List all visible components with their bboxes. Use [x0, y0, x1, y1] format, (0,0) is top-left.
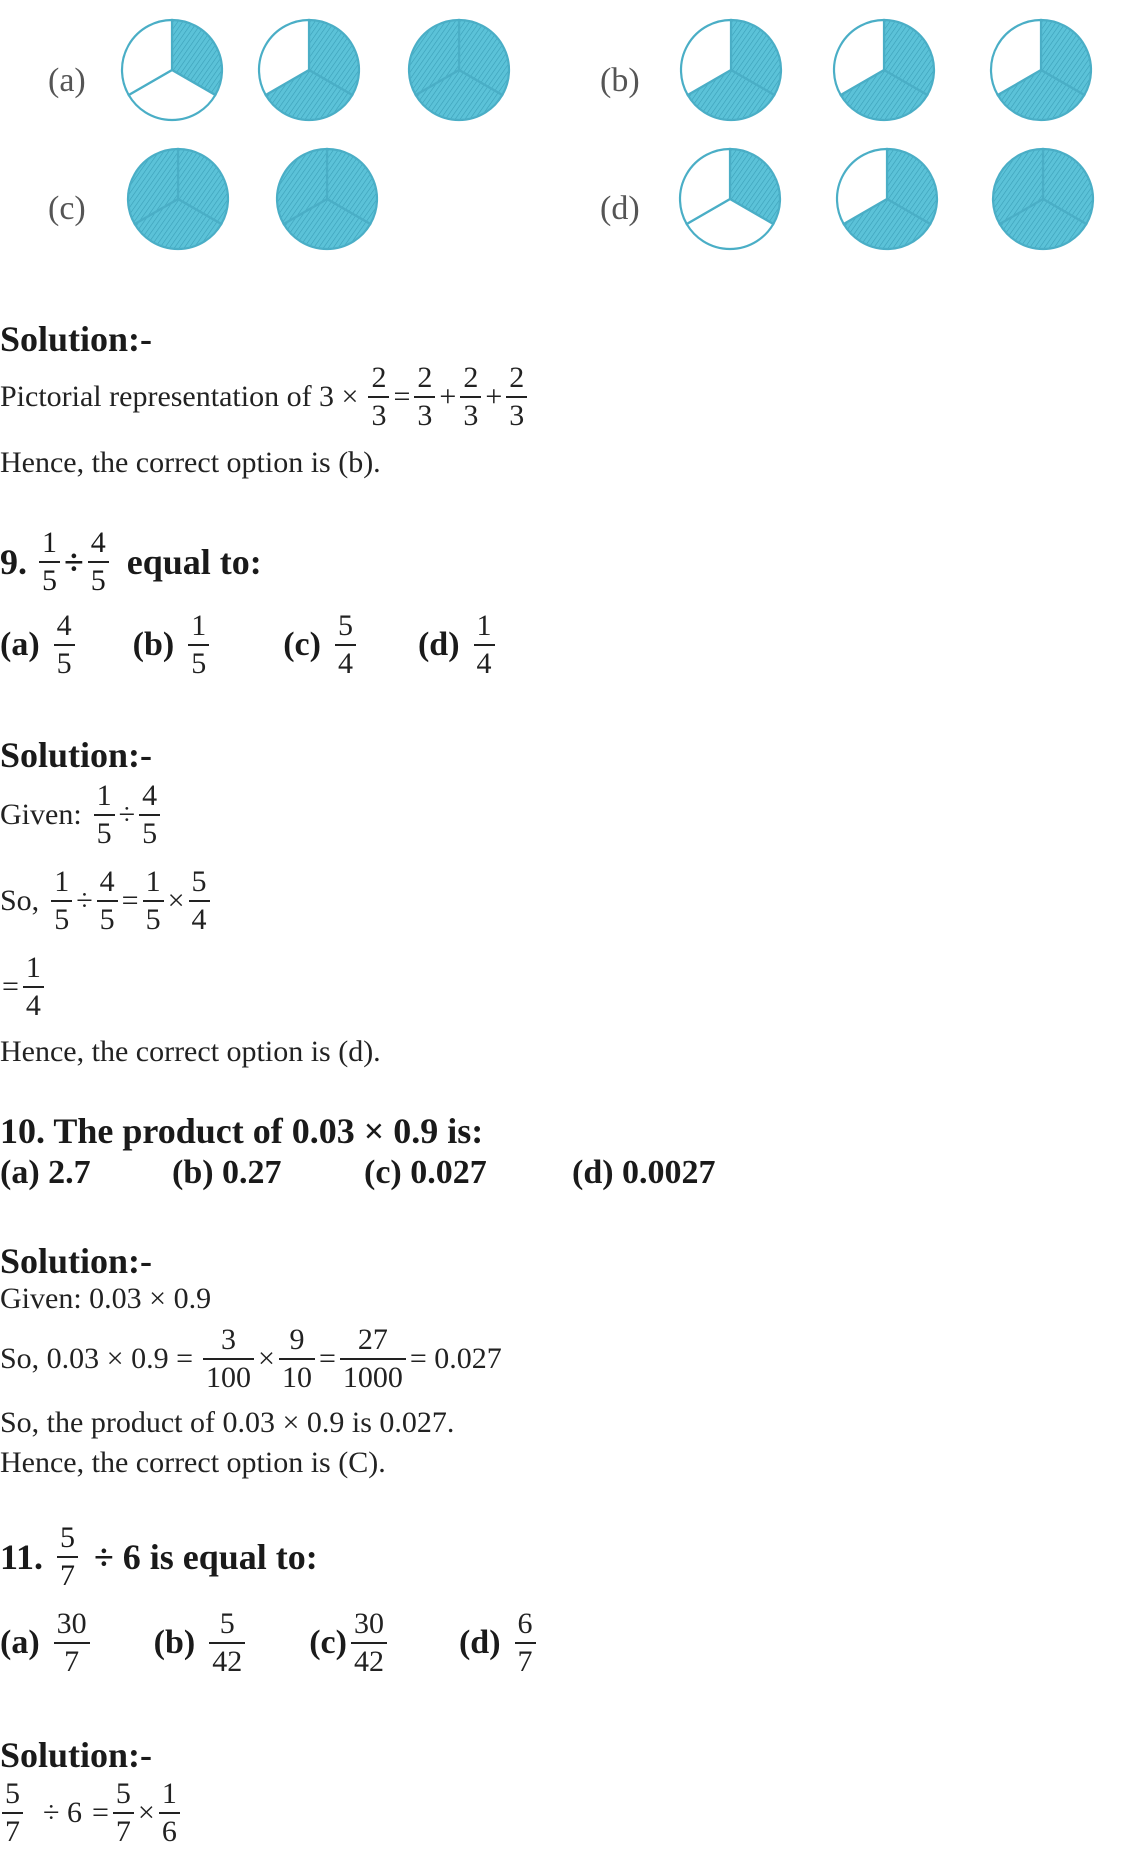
q9-given-frac-2 — [139, 780, 160, 849]
q9-result-frac — [23, 952, 44, 1021]
q10-frac-1-num: 3 — [203, 1324, 254, 1360]
circle-b-2 — [830, 16, 938, 124]
q9-so-label: So, — [0, 883, 40, 917]
q9-option-d-den: 4 — [476, 646, 492, 680]
q8-frac-1-num: 2 — [368, 362, 389, 398]
q10-frac-3-den: 1000 — [342, 1360, 403, 1394]
circle-b-1 — [677, 16, 785, 124]
q11-s-div6: ÷ 6 — [43, 1795, 82, 1829]
q10-frac-1-den: 100 — [206, 1360, 252, 1394]
q11-q-frac-num: 5 — [57, 1522, 78, 1558]
q9-so-frac-1 — [51, 866, 72, 935]
circle-a-2 — [255, 16, 363, 124]
figure-label-a: (a) — [48, 62, 86, 99]
q9-given-frac-1-num: 1 — [94, 780, 115, 816]
figure-label-c: (c) — [48, 190, 86, 227]
q9-result-eq: = — [2, 969, 19, 1003]
q11-s-frac-2-num: 5 — [113, 1778, 134, 1814]
q10-product-line: So, the product of 0.03 × 0.9 is 0.027. — [0, 1406, 455, 1439]
circle-b-3 — [987, 16, 1095, 124]
q10-given: Given: 0.03 × 0.9 — [0, 1282, 212, 1315]
q9-option-a-frac — [54, 610, 75, 679]
q11-option-d-frac — [515, 1608, 536, 1677]
q9-option-c-den: 4 — [337, 646, 353, 680]
q9-option-a-num: 4 — [54, 610, 75, 646]
q8-frac-4-den: 3 — [509, 398, 525, 432]
q9-given-frac-1 — [94, 780, 115, 849]
circle-a-3 — [405, 16, 513, 124]
q9-so-frac-4 — [189, 866, 210, 935]
q11-s-frac-2-den: 7 — [115, 1814, 131, 1848]
q10-option-b: (b) 0.27 — [172, 1154, 282, 1191]
q9-option-b-num: 1 — [188, 610, 209, 646]
q8-frac-1 — [368, 362, 389, 431]
q10-option-a: (a) 2.7 — [0, 1154, 91, 1191]
q9-q-frac-1 — [39, 527, 60, 596]
q9-q-frac-2-den: 5 — [90, 563, 106, 597]
q11-s-eq: = — [91, 1795, 109, 1829]
q11-question — [0, 1522, 318, 1591]
q10-question: 10. The product of 0.03 × 0.9 is: — [0, 1111, 484, 1151]
q8-solution-line1 — [0, 362, 529, 431]
q9-option-a-den: 5 — [56, 646, 72, 680]
q8-frac-3 — [460, 362, 481, 431]
figure-label-b: (b) — [600, 62, 640, 99]
q11-option-c-label: (c) — [309, 1623, 347, 1661]
q11-s-frac-3-num: 1 — [159, 1778, 180, 1814]
q9-so-frac-4-den: 4 — [191, 902, 207, 936]
q9-option-b-label: (b) — [132, 625, 175, 663]
q9-so-line — [0, 866, 212, 935]
q11-option-a-label: (a) — [0, 1623, 40, 1661]
circle-d-3 — [989, 145, 1097, 253]
q9-q-div: ÷ — [64, 541, 84, 582]
q11-option-d-den: 7 — [517, 1644, 533, 1678]
q9-option-a-label: (a) — [0, 625, 40, 663]
q9-result-den: 4 — [25, 988, 41, 1022]
q11-option-a-frac — [54, 1608, 90, 1677]
q9-so-div: ÷ — [76, 883, 93, 917]
circle-c-2 — [273, 145, 381, 253]
q9-so-frac-1-num: 1 — [51, 866, 72, 902]
q9-given-frac-2-num: 4 — [139, 780, 160, 816]
q10-frac-3 — [340, 1324, 406, 1393]
q9-so-frac-3-den: 5 — [145, 902, 161, 936]
q11-s-frac-3 — [159, 1778, 180, 1847]
q10-option-c: (c) 0.027 — [364, 1154, 487, 1191]
q8-frac-4 — [506, 362, 527, 431]
q11-option-b-num: 5 — [209, 1608, 245, 1644]
q11-s-frac-3-den: 6 — [161, 1814, 177, 1848]
q11-option-b-label: (b) — [153, 1623, 196, 1661]
q8-frac-2-num: 2 — [414, 362, 435, 398]
q9-so-frac-2-den: 5 — [99, 902, 115, 936]
figure-label-d: (d) — [600, 190, 640, 227]
q11-s-frac-1-num: 5 — [2, 1778, 23, 1814]
q8-solution-heading: Solution:- — [0, 319, 153, 359]
q9-so-frac-2 — [97, 866, 118, 935]
q11-option-d-label: (d) — [458, 1623, 501, 1661]
q11-q-frac-den: 7 — [60, 1558, 76, 1592]
q11-s-frac-1 — [2, 1778, 23, 1847]
q9-q-frac-1-num: 1 — [39, 527, 60, 563]
q11-solution-line — [0, 1778, 182, 1847]
q9-so-frac-2-num: 4 — [97, 866, 118, 902]
q9-option-d-label: (d) — [417, 625, 460, 663]
q11-s-frac-2 — [113, 1778, 134, 1847]
q11-options — [0, 1608, 538, 1677]
q8-plus-2: + — [485, 379, 503, 413]
q9-conclusion: Hence, the correct option is (d). — [0, 1035, 381, 1068]
q11-s-frac-1-den: 7 — [5, 1814, 20, 1848]
q11-solution-heading: Solution:- — [0, 1735, 153, 1775]
q9-given-frac-1-den: 5 — [96, 816, 112, 850]
circle-c-1 — [124, 145, 232, 253]
circle-d-1 — [676, 145, 784, 253]
q8-conclusion: Hence, the correct option is (b). — [0, 446, 381, 479]
q9-option-c-frac — [335, 610, 356, 679]
q9-solution-heading: Solution:- — [0, 735, 153, 775]
q9-option-b-frac — [188, 610, 209, 679]
q10-conclusion: Hence, the correct option is (C). — [0, 1446, 386, 1479]
q9-result-num: 1 — [23, 952, 44, 988]
q11-option-a-num: 30 — [54, 1608, 90, 1644]
q11-number: 11. — [0, 1536, 44, 1577]
q8-frac-2-den: 3 — [417, 398, 433, 432]
q11-option-c-num: 30 — [351, 1608, 387, 1644]
q10-so-line — [0, 1324, 504, 1393]
q10-times: × — [258, 1341, 275, 1375]
q8-frac-1-den: 3 — [371, 398, 387, 432]
q8-frac-3-num: 2 — [460, 362, 481, 398]
q9-number: 9. — [0, 541, 27, 582]
q9-q-frac-1-den: 5 — [42, 563, 57, 597]
q8-frac-2 — [414, 362, 435, 431]
q10-frac-3-num: 27 — [340, 1324, 406, 1360]
q9-question-suffix: equal to: — [126, 541, 262, 582]
q9-so-frac-3-num: 1 — [143, 866, 164, 902]
q11-option-c-frac — [351, 1608, 387, 1677]
q9-option-d-frac — [474, 610, 495, 679]
circle-d-2 — [833, 145, 941, 253]
q9-options — [0, 610, 497, 679]
q8-frac-4-num: 2 — [506, 362, 527, 398]
q9-option-d-num: 1 — [474, 610, 495, 646]
q9-question — [0, 527, 262, 596]
q10-solution-heading: Solution:- — [0, 1241, 153, 1281]
q8-eq: = — [393, 379, 411, 413]
q10-frac-2-den: 10 — [281, 1360, 312, 1394]
q9-so-times: × — [167, 883, 185, 917]
q10-eq: = — [318, 1341, 336, 1375]
q8-plus-1: + — [439, 379, 457, 413]
q9-given-line — [0, 780, 162, 849]
q9-option-b-den: 5 — [191, 646, 207, 680]
q11-s-times: × — [137, 1795, 155, 1829]
q9-so-frac-1-den: 5 — [54, 902, 70, 936]
q9-given-label: Given: — [0, 797, 82, 831]
q11-option-a-den: 7 — [64, 1644, 80, 1678]
q11-option-b-den: 42 — [212, 1644, 243, 1678]
q11-option-d-num: 6 — [515, 1608, 536, 1644]
circle-a-1 — [118, 16, 226, 124]
q11-q-frac — [57, 1522, 78, 1591]
q11-question-suffix: ÷ 6 is equal to: — [94, 1536, 318, 1577]
q10-result: = 0.027 — [409, 1341, 502, 1375]
q11-option-b-frac — [209, 1608, 245, 1677]
q9-option-c-label: (c) — [283, 625, 321, 663]
q10-so-prefix: So, 0.03 × 0.9 = — [0, 1341, 194, 1375]
q9-q-frac-2 — [88, 527, 109, 596]
q9-so-eq: = — [121, 883, 139, 917]
q9-so-frac-3 — [143, 866, 164, 935]
q10-frac-1 — [203, 1324, 254, 1393]
q8-frac-3-den: 3 — [463, 398, 479, 432]
q8-line1-prefix: Pictorial representation of 3 × — [0, 379, 359, 413]
q11-option-c-den: 42 — [353, 1644, 384, 1678]
q9-given-frac-2-den: 5 — [142, 816, 158, 850]
q9-given-div: ÷ — [118, 797, 136, 831]
q9-q-frac-2-num: 4 — [88, 527, 109, 563]
q10-option-d: (d) 0.0027 — [572, 1154, 716, 1191]
q10-frac-2-num: 9 — [279, 1324, 315, 1360]
q9-so-frac-4-num: 5 — [189, 866, 210, 902]
q9-option-c-num: 5 — [335, 610, 356, 646]
q9-result-line — [0, 952, 46, 1021]
q10-frac-2 — [279, 1324, 315, 1393]
